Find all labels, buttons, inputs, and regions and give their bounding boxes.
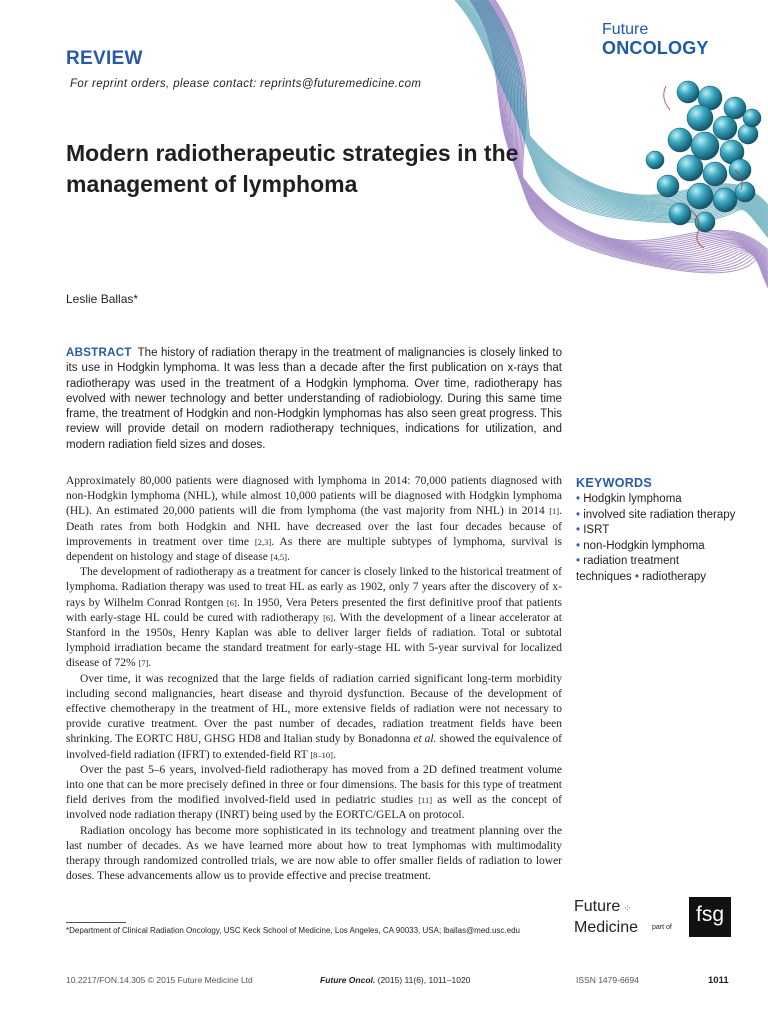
- page-number: 1011: [708, 975, 729, 986]
- footnote-divider: [66, 922, 126, 923]
- body-paragraph: Over the past 5–6 years, involved-field radiotherapy has moved from a 2D defined treatment volume into one that can be more precisely defined in three or four dimensions. The basis for this type of treatment field derives from the modified involved-field used in pediatric studies [11] as well as the concept of involved node radiation therapy (INRT) being used by the EORTC/GELA on protocol.: [66, 763, 562, 822]
- cell-sphere: [677, 155, 703, 181]
- citation-ref: [4,5]: [270, 552, 288, 563]
- abstract: [66, 346, 562, 453]
- bullet-icon: •: [576, 555, 581, 567]
- bullet-icon: •: [576, 493, 581, 505]
- bullet-icon: •: [576, 524, 581, 536]
- journal-logo-future: Future: [602, 21, 649, 38]
- cell-sphere: [687, 105, 713, 131]
- cell-sphere: [646, 151, 664, 169]
- cell-sphere: [691, 132, 719, 160]
- keyword: radiotherapy: [642, 570, 706, 583]
- body-paragraph: Over time, it was recognized that the large fields of radiation carried significant long-term morbidity including second malignancies, heart disease and thyroid dysfunction. Because of the development of effective chemotherapy in the treatment of HL, more extensive fields of radiation were not necessary to provide curative treatment. Over the past number of decades, radiation treatment fields have been shrinking. The EORTC H8U, GHSG HD8 and Italian study by Bonadonna et al. showed the equivalence of involved-field radiation (IFRT) to extended-field RT [8–10].: [66, 672, 562, 761]
- citation-ref: [2,3]: [254, 536, 272, 547]
- bullet-icon: •: [634, 570, 639, 583]
- abstract-text: The history of radiation therapy in the treatment of malignancies is closely linked to its use in Hodgkin lymphoma. It was less than a decade after the first publication on x-rays that radiotherapy was used in the treatment of a Hodgkin lymphoma. Over time, radiotherapy has evolved with newer technology and better understanding of radiobiology. During this same time frame, the treatment of Hodgkin and non-Hodgkin lymphomas has also seen great progress. This review will provide detail on modern radiotherapy techniques, indications for utilization, and modern radiation field sizes and doses.: [66, 347, 562, 451]
- part-of-label: part of: [652, 924, 672, 931]
- cell-sphere: [687, 183, 713, 209]
- citation-ref: [6]: [226, 597, 237, 608]
- body-paragraph: Radiation oncology has become more sophisticated in its technology and treatment planning over the last number of decades. As we have learned more about how to treat lymphomas with multimodality therapy through randomized controlled trials, we are now able to offer smaller fields of radiation to lower doses. These advancements allow us to provide effective and precise treatment.: [66, 824, 562, 883]
- keyword: non-Hodgkin lymphoma: [583, 539, 705, 552]
- section-label: REVIEW: [66, 48, 143, 69]
- footer-doi: 10.2217/FON.14.305 © 2015 Future Medicine Ltd: [66, 975, 253, 985]
- citation-ref: [7]: [138, 658, 149, 669]
- journal-logo: [602, 22, 709, 58]
- cell-sphere: [743, 109, 761, 127]
- article-body: [66, 474, 562, 884]
- body-paragraph: The development of radiotherapy as a treatment for cancer is closely linked to the historical treatment of lymphoma. Radiation therapy was used to treat HL as early as 1902, only 7 years after the discovery of x-rays by Wilhelm Conrad Rontgen [6]. In 1950, Vera Peters presented the first definitive proof that patients with early-stage HL could be cured with radiotherapy [6]. With the development of a linear accelerator at Stanford in the 1950s, Henry Kaplan was able to deliver larger fields of radiation. Total or subtotal lymphoid irradiation became the standard treatment for early-stage HL with 5-year survival for localized disease of 72% [7].: [66, 566, 562, 670]
- future-medicine-logo: [574, 897, 734, 941]
- cell-sphere: [703, 162, 727, 186]
- body-paragraph: Approximately 80,000 patients were diagnosed with lymphoma in 2014: 70,000 patients diagnosed with non-Hodgkin lymphoma (NHL), while almost 10,000 patients will be diagnosed with Hodgkin lymphoma (HL). An estimated 20,000 patients will die from lymphoma (the vast majority from NHL) in 2014 [1]. Death rates from both Hodgkin and NHL have decreased over the last four decades because of improvements in treatment over time [2,3]. As there are multiple subtypes of lymphoma, survival is dependent on histology and stage of disease [4,5].: [66, 475, 562, 564]
- future-medicine-wordmark: Future ⁘ Medicine: [574, 898, 639, 936]
- citation-ref: [1]: [549, 506, 560, 517]
- keyword: radiation treatment techniques: [576, 555, 680, 583]
- citation-ref: [11]: [418, 795, 433, 806]
- keyword: involved site radiation therapy: [583, 508, 736, 521]
- cell-sphere: [669, 203, 691, 225]
- citation-ref: [6]: [323, 612, 333, 623]
- footer-citation: Future Oncol. (2015) 11(6), 1011–1020: [320, 975, 471, 985]
- keywords-box: [576, 476, 736, 585]
- footer-issn: ISSN 1479-6694: [576, 975, 639, 985]
- reprint-notice: For reprint orders, please contact: reprints@futuremedicine.com: [70, 78, 422, 90]
- cell-sphere: [695, 212, 715, 232]
- abstract-label: ABSTRACT: [66, 347, 132, 359]
- journal-logo-oncology: ONCOLOGY: [602, 38, 709, 58]
- vessel-lines: [664, 86, 742, 248]
- cell-sphere: [677, 81, 699, 103]
- author-affiliation: *Department of Clinical Radiation Oncology, USC Keck School of Medicine, Los Angeles, CA 90033, USA; lballas@med.usc.edu: [66, 926, 520, 935]
- fsg-logo: fsg: [689, 897, 731, 937]
- cell-sphere: [698, 86, 722, 110]
- cell-sphere: [729, 159, 751, 181]
- bullet-icon: •: [576, 539, 581, 552]
- citation-ref: [8–10]: [310, 749, 333, 760]
- bullet-icon: •: [576, 508, 581, 521]
- cell-sphere: [713, 188, 737, 212]
- cell-spheres: [646, 81, 761, 232]
- cell-sphere: [657, 175, 679, 197]
- dots-icon: ⁘: [620, 903, 633, 913]
- cell-sphere: [735, 182, 755, 202]
- cell-sphere: [720, 140, 744, 164]
- keyword: ISRT: [583, 524, 610, 536]
- cell-sphere: [713, 116, 737, 140]
- keyword: Hodgkin lymphoma: [583, 493, 682, 505]
- cell-sphere: [724, 97, 746, 119]
- article-title: Modern radiotherapeutic strategies in the management of lymphoma: [66, 140, 519, 197]
- keywords-list: [576, 492, 736, 585]
- keywords-label: KEYWORDS: [576, 476, 653, 490]
- author-name: Leslie Ballas*: [66, 292, 139, 306]
- cell-sphere: [668, 128, 692, 152]
- cell-sphere: [738, 124, 758, 144]
